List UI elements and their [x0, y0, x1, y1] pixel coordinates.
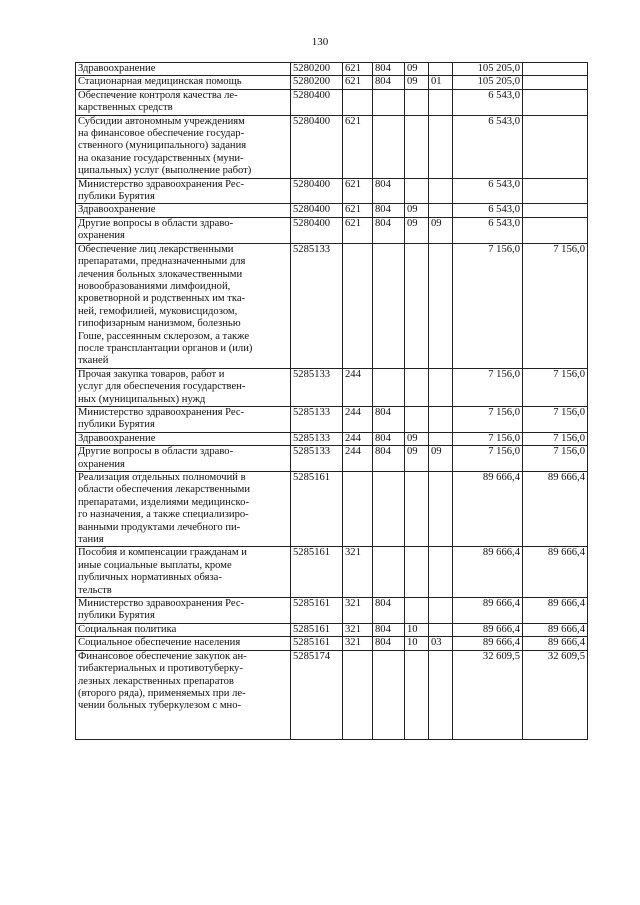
- subvention-amount-cell: 89 666,4: [523, 637, 588, 650]
- amount-cell: 7 156,0: [453, 243, 523, 368]
- table-row: [76, 432, 588, 445]
- administrator-code-cell: [373, 368, 405, 406]
- section-code-cell: [405, 89, 429, 115]
- administrator-code-cell: [373, 472, 405, 547]
- table-row: [76, 623, 588, 636]
- row-name-cell: Здравоохранение: [76, 432, 291, 445]
- target-article-code-cell: 5280400: [291, 115, 343, 178]
- table-row: [76, 446, 588, 472]
- amount-cell: 7 156,0: [453, 446, 523, 472]
- target-article-code-cell: 5285161: [291, 472, 343, 547]
- administrator-code-cell: 804: [373, 623, 405, 636]
- subsection-code-cell: [429, 472, 453, 547]
- expense-type-code-cell: 244: [343, 446, 373, 472]
- amount-cell: 6 543,0: [453, 115, 523, 178]
- subsection-code-cell: [429, 89, 453, 115]
- administrator-code-cell: [373, 115, 405, 178]
- expense-type-code-cell: 244: [343, 406, 373, 432]
- table-row: [76, 406, 588, 432]
- subvention-amount-cell: 32 609,5: [523, 650, 588, 739]
- row-name-cell: Министерство здравоохранения Рес- публики Бурятия: [76, 178, 291, 204]
- subvention-amount-cell: 7 156,0: [523, 368, 588, 406]
- row-name-cell: Министерство здравоохранения Рес- публики Бурятия: [76, 406, 291, 432]
- administrator-code-cell: 804: [373, 178, 405, 204]
- expense-type-code-cell: [343, 650, 373, 739]
- row-name-cell: Прочая закупка товаров, работ и услуг для обеспечения государствен- ных (муниципальных) нужд: [76, 368, 291, 406]
- subsection-code-cell: [429, 178, 453, 204]
- subvention-amount-cell: 89 666,4: [523, 623, 588, 636]
- table-row: [76, 89, 588, 115]
- expense-type-code-cell: 621: [343, 178, 373, 204]
- amount-cell: 32 609,5: [453, 650, 523, 739]
- budget-table: [75, 62, 588, 740]
- target-article-code-cell: 5285133: [291, 446, 343, 472]
- section-code-cell: [405, 406, 429, 432]
- table-row: [76, 63, 588, 76]
- administrator-code-cell: [373, 650, 405, 739]
- subsection-code-cell: [429, 406, 453, 432]
- target-article-code-cell: 5285161: [291, 637, 343, 650]
- subvention-amount-cell: 7 156,0: [523, 406, 588, 432]
- expense-type-code-cell: 621: [343, 217, 373, 243]
- subsection-code-cell: [429, 623, 453, 636]
- table-row: [76, 204, 588, 217]
- row-name-cell: Социальное обеспечение населения: [76, 637, 291, 650]
- subvention-amount-cell: [523, 89, 588, 115]
- table-row: [76, 650, 588, 739]
- administrator-code-cell: 804: [373, 432, 405, 445]
- row-name-cell: Финансовое обеспечение закупок ан- тибактериальных и противотуберку- лезных лекарственных препаратов (второго ряда), применяемых при ле- чении больных туберкулезом с мно-: [76, 650, 291, 739]
- administrator-code-cell: 804: [373, 76, 405, 89]
- expense-type-code-cell: 321: [343, 637, 373, 650]
- administrator-code-cell: 804: [373, 204, 405, 217]
- section-code-cell: 09: [405, 63, 429, 76]
- administrator-code-cell: 804: [373, 217, 405, 243]
- administrator-code-cell: [373, 547, 405, 598]
- subsection-code-cell: [429, 598, 453, 624]
- administrator-code-cell: [373, 243, 405, 368]
- amount-cell: 6 543,0: [453, 217, 523, 243]
- administrator-code-cell: [373, 89, 405, 115]
- amount-cell: 105 205,0: [453, 63, 523, 76]
- subvention-amount-cell: 89 666,4: [523, 598, 588, 624]
- row-name-cell: Обеспечение контроля качества ле- карственных средств: [76, 89, 291, 115]
- section-code-cell: [405, 115, 429, 178]
- subvention-amount-cell: 89 666,4: [523, 547, 588, 598]
- subvention-amount-cell: [523, 204, 588, 217]
- amount-cell: 6 543,0: [453, 178, 523, 204]
- table-row: [76, 115, 588, 178]
- row-name-cell: Здравоохранение: [76, 204, 291, 217]
- target-article-code-cell: 5285161: [291, 547, 343, 598]
- target-article-code-cell: 5285174: [291, 650, 343, 739]
- amount-cell: 6 543,0: [453, 89, 523, 115]
- subvention-amount-cell: 89 666,4: [523, 472, 588, 547]
- row-name-cell: Реализация отдельных полномочий в области обеспечения лекарственными препаратами, изделиями медицинско- го назначения, а также специализиро- ванными продуктами лечебного пи- тания: [76, 472, 291, 547]
- target-article-code-cell: 5285133: [291, 432, 343, 445]
- subvention-amount-cell: 7 156,0: [523, 243, 588, 368]
- section-code-cell: [405, 547, 429, 598]
- table-row: [76, 637, 588, 650]
- amount-cell: 89 666,4: [453, 598, 523, 624]
- row-name-cell: Другие вопросы в области здраво- охранения: [76, 446, 291, 472]
- amount-cell: 89 666,4: [453, 623, 523, 636]
- subsection-code-cell: 09: [429, 217, 453, 243]
- subvention-amount-cell: [523, 178, 588, 204]
- administrator-code-cell: 804: [373, 637, 405, 650]
- target-article-code-cell: 5285133: [291, 243, 343, 368]
- expense-type-code-cell: [343, 472, 373, 547]
- amount-cell: 105 205,0: [453, 76, 523, 89]
- amount-cell: 7 156,0: [453, 368, 523, 406]
- expense-type-code-cell: 321: [343, 623, 373, 636]
- target-article-code-cell: 5285133: [291, 368, 343, 406]
- table-row: [76, 368, 588, 406]
- table-body: [76, 63, 588, 740]
- table-row: [76, 178, 588, 204]
- amount-cell: 7 156,0: [453, 432, 523, 445]
- target-article-code-cell: 5280200: [291, 63, 343, 76]
- row-name-cell: Субсидии автономным учреждениям на финансовое обеспечение государ- ственного (муниципального) задания на оказание государственных (муни- ципальных) услуг (выполнение работ): [76, 115, 291, 178]
- administrator-code-cell: 804: [373, 446, 405, 472]
- subsection-code-cell: [429, 204, 453, 217]
- target-article-code-cell: 5285133: [291, 406, 343, 432]
- expense-type-code-cell: 321: [343, 598, 373, 624]
- amount-cell: 89 666,4: [453, 637, 523, 650]
- table-row: [76, 76, 588, 89]
- expense-type-code-cell: [343, 89, 373, 115]
- subsection-code-cell: 09: [429, 446, 453, 472]
- subvention-amount-cell: [523, 217, 588, 243]
- subsection-code-cell: [429, 243, 453, 368]
- subsection-code-cell: [429, 432, 453, 445]
- target-article-code-cell: 5280400: [291, 217, 343, 243]
- section-code-cell: [405, 598, 429, 624]
- row-name-cell: Пособия и компенсации гражданам и иные социальные выплаты, кроме публичных нормативных обяза- тельств: [76, 547, 291, 598]
- row-name-cell: Социальная политика: [76, 623, 291, 636]
- section-code-cell: 09: [405, 432, 429, 445]
- subvention-amount-cell: [523, 63, 588, 76]
- section-code-cell: [405, 650, 429, 739]
- section-code-cell: 10: [405, 623, 429, 636]
- amount-cell: 89 666,4: [453, 472, 523, 547]
- subsection-code-cell: 01: [429, 76, 453, 89]
- section-code-cell: 09: [405, 217, 429, 243]
- section-code-cell: 09: [405, 446, 429, 472]
- expense-type-code-cell: 621: [343, 115, 373, 178]
- section-code-cell: [405, 368, 429, 406]
- section-code-cell: [405, 243, 429, 368]
- target-article-code-cell: 5280400: [291, 178, 343, 204]
- section-code-cell: 10: [405, 637, 429, 650]
- administrator-code-cell: 804: [373, 406, 405, 432]
- subvention-amount-cell: [523, 115, 588, 178]
- administrator-code-cell: 804: [373, 63, 405, 76]
- table-row: [76, 598, 588, 624]
- row-name-cell: Здравоохранение: [76, 63, 291, 76]
- subsection-code-cell: [429, 650, 453, 739]
- section-code-cell: [405, 178, 429, 204]
- expense-type-code-cell: [343, 243, 373, 368]
- subsection-code-cell: 03: [429, 637, 453, 650]
- table-row: [76, 472, 588, 547]
- subvention-amount-cell: [523, 76, 588, 89]
- subsection-code-cell: [429, 547, 453, 598]
- subsection-code-cell: [429, 63, 453, 76]
- row-name-cell: Другие вопросы в области здраво- охранения: [76, 217, 291, 243]
- amount-cell: 89 666,4: [453, 547, 523, 598]
- table-row: [76, 243, 588, 368]
- subvention-amount-cell: 7 156,0: [523, 446, 588, 472]
- row-name-cell: Министерство здравоохранения Рес- публики Бурятия: [76, 598, 291, 624]
- target-article-code-cell: 5280200: [291, 76, 343, 89]
- row-name-cell: Стационарная медицинская помощь: [76, 76, 291, 89]
- expense-type-code-cell: 621: [343, 204, 373, 217]
- amount-cell: 7 156,0: [453, 406, 523, 432]
- page-number: 130: [311, 36, 329, 48]
- section-code-cell: 09: [405, 204, 429, 217]
- section-code-cell: 09: [405, 76, 429, 89]
- target-article-code-cell: 5285161: [291, 623, 343, 636]
- section-code-cell: [405, 472, 429, 547]
- table-row: [76, 547, 588, 598]
- expense-type-code-cell: 621: [343, 76, 373, 89]
- subsection-code-cell: [429, 115, 453, 178]
- row-name-cell: Обеспечение лиц лекарственными препаратами, предназначенными для лечения больных злокачественными новообразованиями лимфоидной, кроветворной и родственных им тка- ней, гемофилией, муковисцидозом, гипофизарным нанизмом, болезнью Гоше, рассеянным склерозом, а также после трансплантации органов и (или) тканей: [76, 243, 291, 368]
- expense-type-code-cell: 621: [343, 63, 373, 76]
- table-row: [76, 217, 588, 243]
- target-article-code-cell: 5280400: [291, 89, 343, 115]
- administrator-code-cell: 804: [373, 598, 405, 624]
- expense-type-code-cell: 321: [343, 547, 373, 598]
- amount-cell: 6 543,0: [453, 204, 523, 217]
- target-article-code-cell: 5285161: [291, 598, 343, 624]
- subvention-amount-cell: 7 156,0: [523, 432, 588, 445]
- expense-type-code-cell: 244: [343, 432, 373, 445]
- expense-type-code-cell: 244: [343, 368, 373, 406]
- subsection-code-cell: [429, 368, 453, 406]
- target-article-code-cell: 5280400: [291, 204, 343, 217]
